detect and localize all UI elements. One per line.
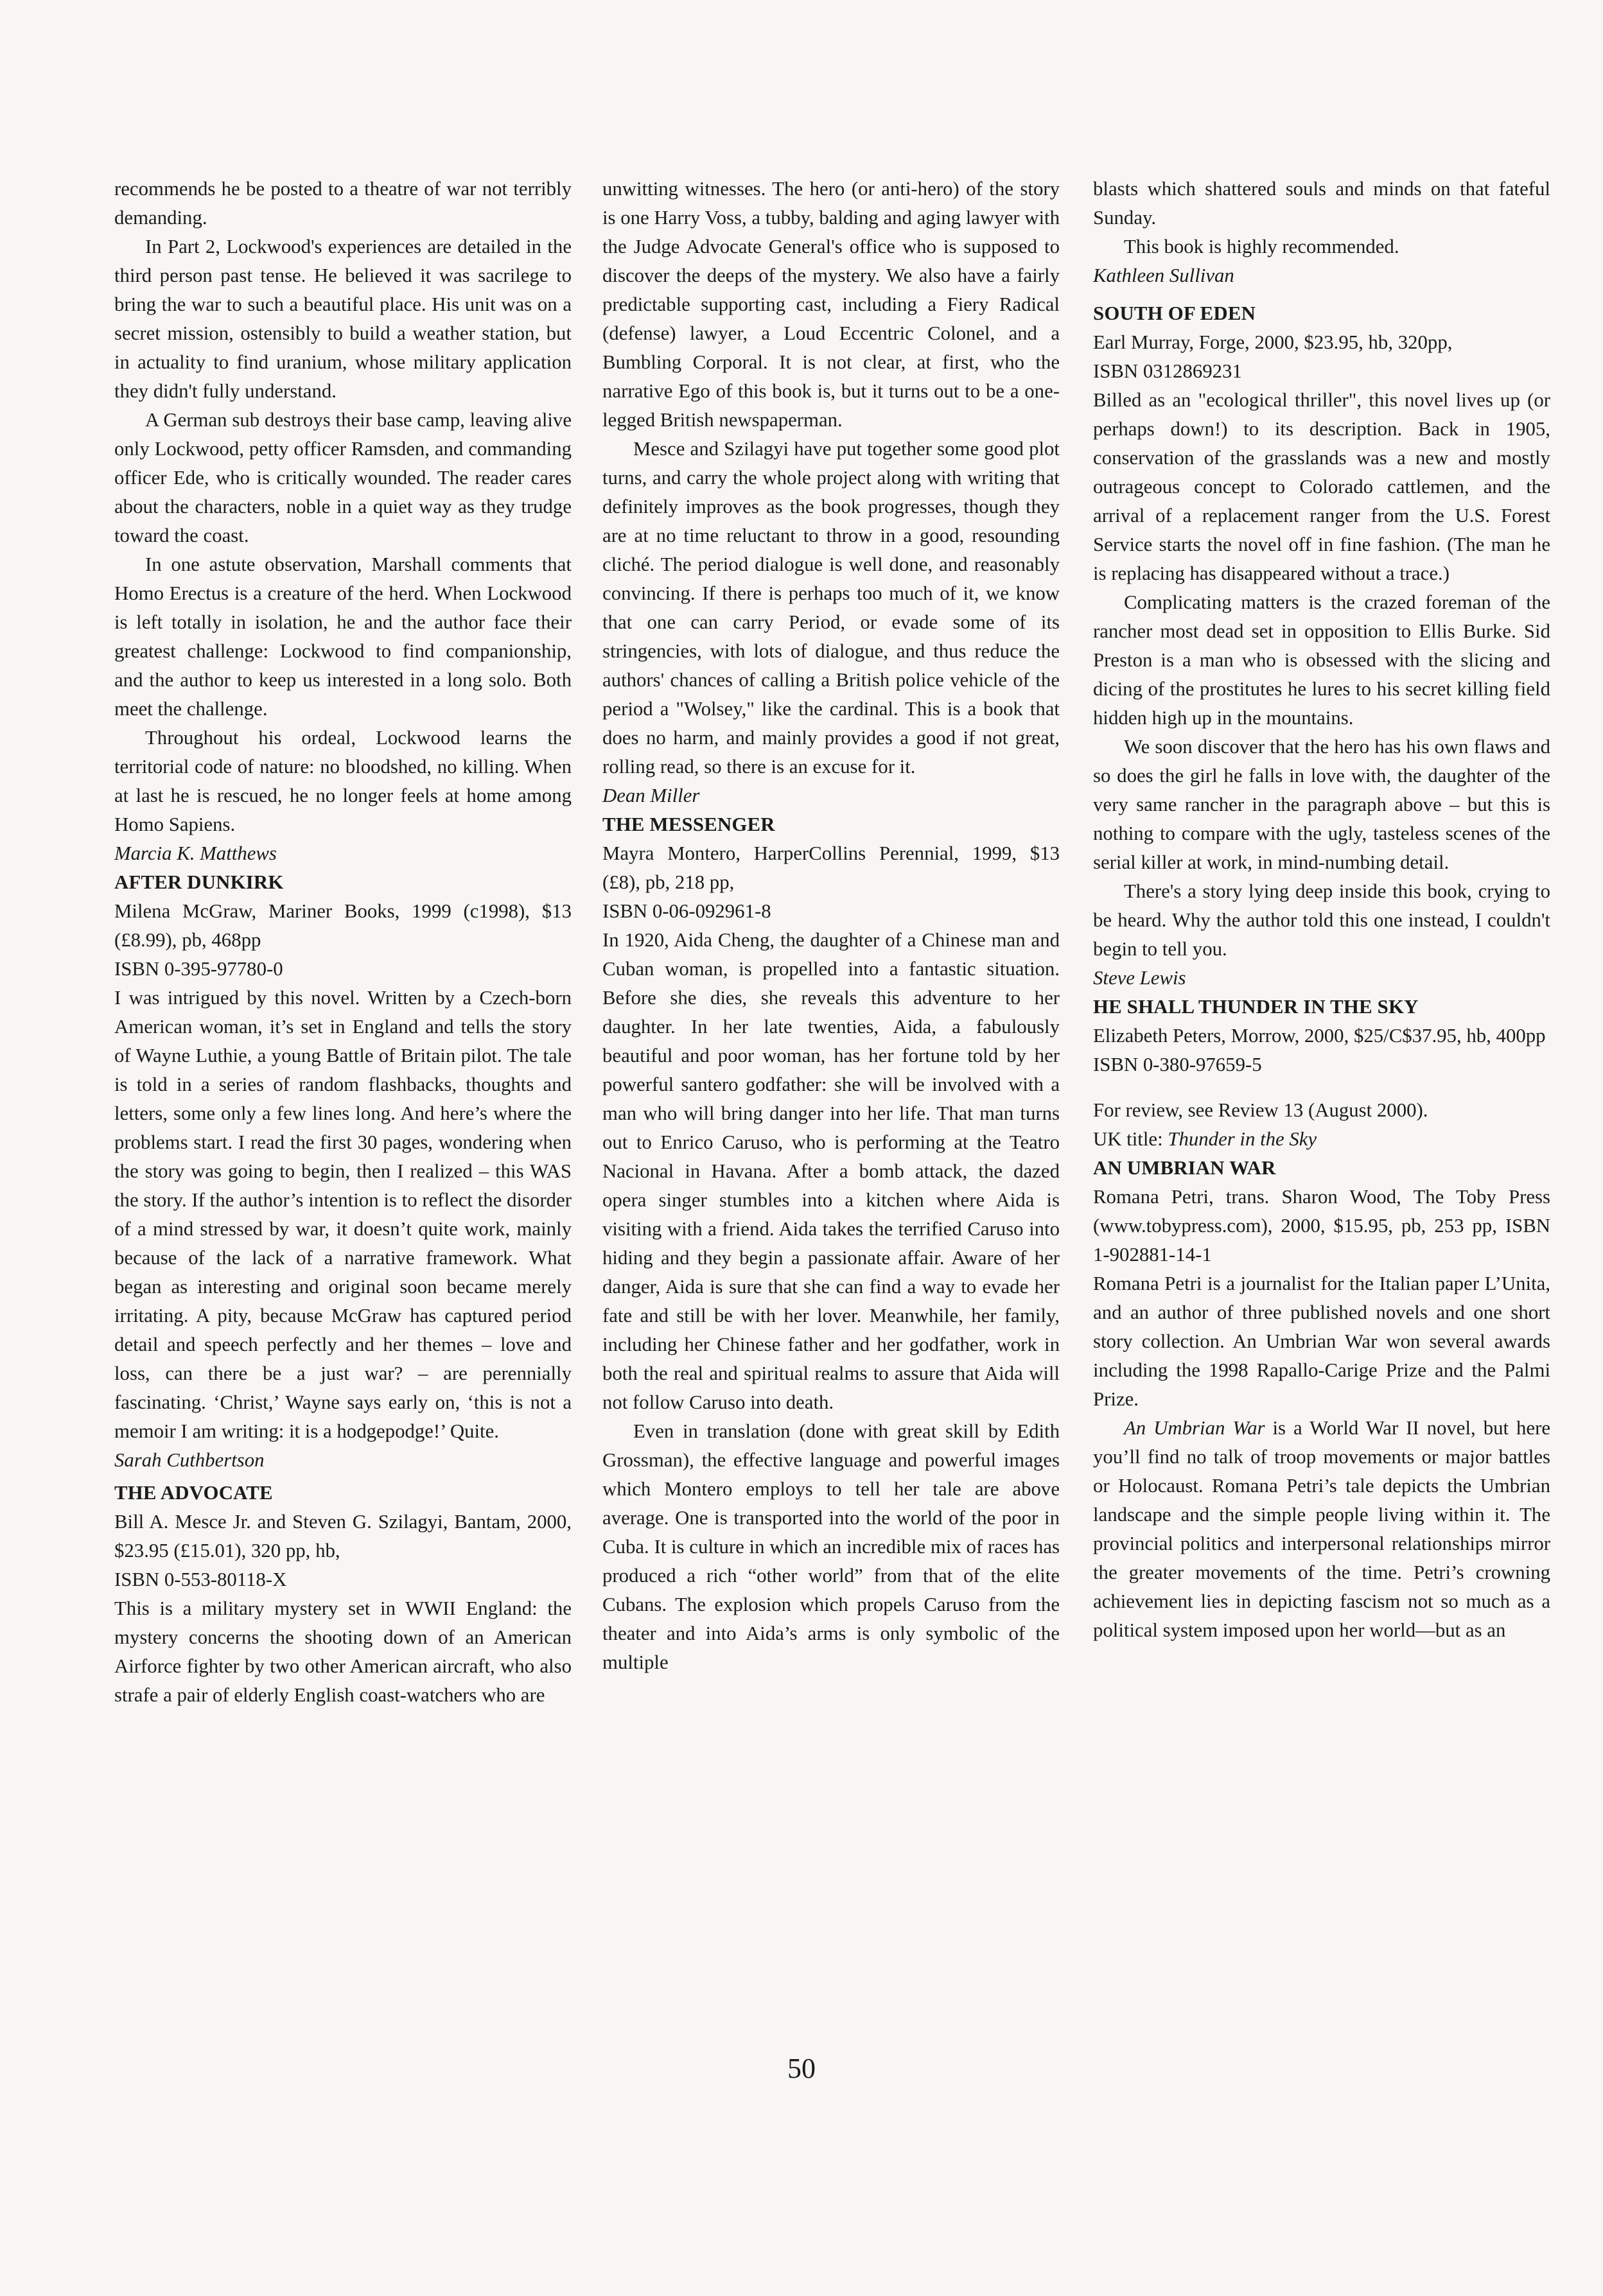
- book-meta: Mayra Montero, HarperCollins Perennial, 1999, $13 (£8), pb, 218 pp,: [602, 842, 1060, 893]
- review-paragraph: There's a story lying deep inside this book, crying to be heard. Why the author told this one instead, I couldn't begin to tell you.: [1093, 880, 1550, 960]
- review-paragraph: recommends he be posted to a theatre of war not terribly demanding.: [114, 178, 572, 229]
- column-right: [1093, 175, 1550, 1645]
- spacer: [1093, 1079, 1550, 1096]
- uk-title-prefix: UK title:: [1093, 1128, 1168, 1150]
- book-isbn: ISBN 0-06-092961-8: [602, 900, 771, 922]
- column-middle: [602, 175, 1060, 1677]
- reviewer-signature: Marcia K. Matthews: [114, 842, 277, 864]
- review-paragraph: blasts which shattered souls and minds on that fateful Sunday.: [1093, 178, 1550, 229]
- review-paragraph: We soon discover that the hero has his own flaws and so does the girl he falls in love with, the daughter of the very same rancher in the paragraph above – but this is nothing to compare with the ugly, tasteless scenes of the serial killer at work, in mind-numbing detail.: [1093, 736, 1550, 873]
- reviewer-signature: Steve Lewis: [1093, 967, 1186, 989]
- review-text: is a World War II novel, but here you’ll find no talk of troop movements or major battles or Holocaust. Romana Petri’s tale depicts the Umbrian landscape and the simple people living within it. The provincial politics and interpersonal relationships mirror the greater movements of the time. Petri’s crowning achievement lies in depicting fascism not so much as a political system imposed upon her world—but as an: [1093, 1417, 1550, 1641]
- book-isbn: ISBN 0-380-97659-5: [1093, 1054, 1262, 1075]
- book-meta: Milena McGraw, Mariner Books, 1999 (c1998), $13 (£8.99), pb, 468pp: [114, 900, 572, 951]
- reviewer-signature: Sarah Cuthbertson: [114, 1449, 265, 1471]
- review-paragraph: Throughout his ordeal, Lockwood learns the territorial code of nature: no bloodshed, no killing. When at last he is rescued, he no longer feels at home among Homo Sapiens.: [114, 727, 572, 835]
- review-paragraph: unwitting witnesses. The hero (or anti-hero) of the story is one Harry Voss, a tubby, balding and aging lawyer with the Judge Advocate General's office who is supposed to discover the deeps of the mystery. We also have a fairly predictable supporting cast, including a Fiery Radical (defense) lawyer, a Loud Eccentric Colonel, and a Bumbling Corporal. It is not clear, at first, who the narrative Ego of this book is, but it turns out to be a one-legged British newspaperman.: [602, 178, 1060, 431]
- book-title-he-shall-thunder: HE SHALL THUNDER IN THE SKY: [1093, 996, 1419, 1018]
- review-paragraph: This book is highly recommended.: [1124, 236, 1399, 257]
- book-isbn: ISBN 0-553-80118-X: [114, 1569, 287, 1590]
- review-paragraph: In 1920, Aida Cheng, the daughter of a Chinese man and Cuban woman, is propelled into a fantastic situation. Before she dies, she reveals this adventure to her daughter. In her late twenties, Aida, a fabulously beautiful and poor woman, has her fortune told by her powerful santero godfather: she will be involved with a man who will bring danger into her life. That man turns out to Enrico Caruso, who is performing at the Teatro Nacional in Havana. After a bomb attack, the dazed opera singer stumbles into a kitchen where Aida is visiting with a friend. Aida takes the terrified Caruso into hiding and they begin a passionate affair. Aware of her danger, Aida is sure that she can find a way to evade her fate and still be with her lover. Meanwhile, her family, including her Chinese father and her godfather, work in both the real and spiritual realms to assure that Aida will not follow Caruso into death.: [602, 929, 1060, 1413]
- review-paragraph: Complicating matters is the crazed foreman of the rancher most dead set in opposition to Ellis Burke. Sid Preston is a man who is obsessed with the slicing and dicing of the prostitutes he lures to his secret killing field hidden high up in the mountains.: [1093, 591, 1550, 729]
- book-title-after-dunkirk: AFTER DUNKIRK: [114, 871, 284, 893]
- book-title-an-umbrian-war: AN UMBRIAN WAR: [1093, 1157, 1276, 1179]
- book-isbn: ISBN 0312869231: [1093, 360, 1242, 382]
- page-number: 50: [787, 2053, 816, 2084]
- review-paragraph: In one astute observation, Marshall comments that Homo Erectus is a creature of the herd. When Lockwood is left totally in isolation, he and the author face their greatest challenge: Lockwood to find companionship, and the author to keep us interested in a long solo. Both meet the challenge.: [114, 553, 572, 720]
- uk-title-line: [1093, 1125, 1550, 1154]
- book-title-south-of-eden: SOUTH OF EDEN: [1093, 302, 1256, 324]
- review-paragraph: Mesce and Szilagyi have put together some good plot turns, and carry the whole project along with writing that definitely improves as the book progresses, though they are at no time reluctant to throw in a good, resounding cliché. The period dialogue is well done, and reasonably convincing. If there is perhaps too much of it, we know that one can carry Period, or evade some of its stringencies, with lots of dialogue, and thus reduce the authors' chances of calling a British police vehicle of the period a "Wolsey," like the cardinal. This is a book that does no harm, and mainly provides a good if not great, rolling read, so there is an excuse for it.: [602, 438, 1060, 778]
- book-title-the-advocate: THE ADVOCATE: [114, 1482, 273, 1504]
- book-isbn: ISBN 0-395-97780-0: [114, 958, 283, 980]
- book-meta: Earl Murray, Forge, 2000, $23.95, hb, 320pp,: [1093, 331, 1453, 353]
- review-paragraph: Romana Petri is a journalist for the Italian paper L’Unita, and an author of three published novels and one short story collection. An Umbrian War won several awards including the 1998 Rapallo-Carige Prize and the Palmi Prize.: [1093, 1273, 1550, 1410]
- review-paragraph: Billed as an "ecological thriller", this novel lives up (or perhaps down!) to its description. Back in 1905, conservation of the grasslands was a new and mostly outrageous concept to Colorado cattlemen, and the arrival of a replacement ranger from the U.S. Forest Service starts the novel off in fine fashion. (The man he is replacing has disappeared without a trace.): [1093, 389, 1550, 584]
- book-title-the-messenger: THE MESSENGER: [602, 813, 775, 835]
- review-paragraph: A German sub destroys their base camp, leaving alive only Lockwood, petty officer Ramsden, and commanding officer Ede, who is critically wounded. The reader cares about the characters, noble in a quiet way as they trudge toward the coast.: [114, 409, 572, 546]
- review-paragraph: For review, see Review 13 (August 2000).: [1093, 1099, 1428, 1121]
- review-paragraph: I was intrigued by this novel. Written by a Czech-born American woman, it’s set in England and tells the story of Wayne Luthie, a young Battle of Britain pilot. The tale is told in a series of random flashbacks, thoughts and letters, some only a few lines long. And here’s where the problems start. I read the first 30 pages, wondering when the story was going to begin, then I realized – this WAS the story. If the author’s intention is to reflect the disorder of a mind stressed by war, it doesn’t quite work, mainly because of the lack of a narrative framework. What began as interesting and original soon became merely irritating. A pity, because McGraw has captured period detail and speech perfectly and her themes – love and loss, can there be a just war? – are perennially fascinating. ‘Christ,’ Wayne says early on, ‘this is not a memoir I am writing: it is a hodgepodge!’ Quite.: [114, 987, 572, 1442]
- book-meta: Elizabeth Peters, Morrow, 2000, $25/C$37.95, hb, 400pp: [1093, 1025, 1546, 1047]
- inline-book-title: An Umbrian War: [1124, 1417, 1265, 1439]
- book-meta: Romana Petri, trans. Sharon Wood, The Toby Press (www.tobypress.com), 2000, $15.95, pb, 253 pp, ISBN 1-902881-14-1: [1093, 1186, 1550, 1265]
- reviewer-signature: Kathleen Sullivan: [1093, 265, 1234, 286]
- review-paragraph: Even in translation (done with great skill by Edith Grossman), the effective language and powerful images which Montero employs to tell her tale are above average. One is transported into the world of the poor in Cuba. It is culture in which an incredible mix of races has produced a rich “other world” from that of the elite Cubans. The explosion which propels Caruso from the theater and into Aida’s arms is only symbolic of the multiple: [602, 1420, 1060, 1673]
- book-meta: Bill A. Mesce Jr. and Steven G. Szilagyi, Bantam, 2000, $23.95 (£15.01), 320 pp, hb,: [114, 1511, 572, 1561]
- column-left: [114, 175, 572, 1710]
- review-paragraph: This is a military mystery set in WWII England: the mystery concerns the shooting down of an American Airforce fighter by two other American aircraft, who also strafe a pair of elderly English coast-watchers who are: [114, 1597, 572, 1706]
- reviewer-signature: Dean Miller: [602, 785, 700, 806]
- review-paragraph: In Part 2, Lockwood's experiences are detailed in the third person past tense. He believed it was sacrilege to bring the war to such a beautiful place. His unit was on a secret mission, ostensibly to build a weather station, but in actuality to find uranium, whose military application they didn't fully understand.: [114, 236, 572, 402]
- uk-title: Thunder in the Sky: [1168, 1128, 1317, 1150]
- review-paragraph: [1093, 1414, 1550, 1645]
